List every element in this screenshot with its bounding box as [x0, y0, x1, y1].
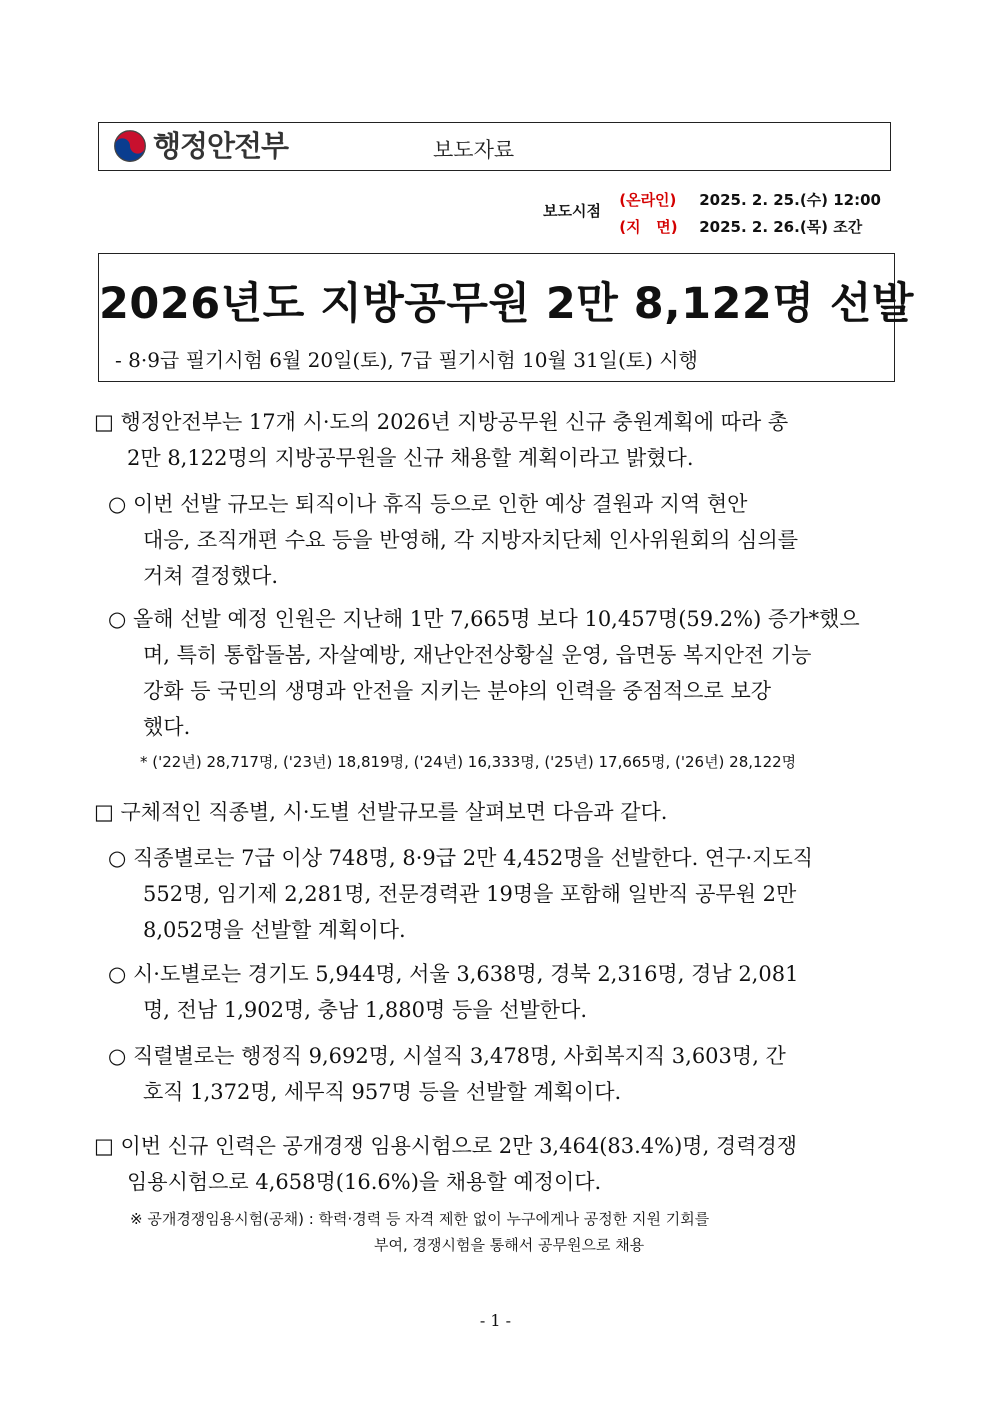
- bullet-1-line-2: 대응, 조직개편 수요 등을 반영해, 각 지방자치단체 인사위원회의 심의를: [143, 528, 799, 552]
- section-1-line-1: □ 행정안전부는 17개 시·도의 2026년 지방공무원 신규 충원계획에 따라 총: [94, 410, 789, 434]
- section-1-line-2: 2만 8,122명의 지방공무원을 신규 채용할 계획이라고 밝혔다.: [127, 446, 694, 470]
- page-number: - 1 -: [479, 1311, 512, 1330]
- bullet-3-line-2: 552명, 임기제 2,281명, 전문경력관 19명을 포함해 일반직 공무원 2만: [143, 882, 797, 906]
- headline-title: 2026년도 지방공무원 2만 8,122명 선발: [99, 279, 914, 329]
- section-2-line-1: □ 구체적인 직종별, 시·도별 선발규모를 살펴보면 다음과 같다.: [94, 800, 668, 824]
- release-time-label: 보도시점: [543, 202, 601, 220]
- online-value: 2025. 2. 25.(수) 12:00: [699, 191, 881, 209]
- ministry-name: 행정안전부: [153, 129, 289, 163]
- bullet-1: [108, 486, 798, 594]
- bullet-4: [108, 956, 798, 1028]
- bullet-2-line-4: 했다.: [143, 715, 191, 739]
- release-online-row: [619, 186, 881, 213]
- bullet-4-line-2: 명, 전남 1,902명, 충남 1,880명 등을 선발한다.: [143, 998, 588, 1022]
- note-line-2: 부여, 경쟁시험을 통해서 공무원으로 채용: [374, 1236, 645, 1254]
- bullet-2: [108, 601, 860, 745]
- release-print-row: [619, 213, 881, 240]
- section-1: [94, 404, 788, 476]
- bullet-3-line-1: ○ 직종별로는 7급 이상 748명, 8·9급 2만 4,452명을 선발한다. 연구·지도직: [108, 846, 814, 870]
- section-3-line-1: □ 이번 신규 인력은 공개경쟁 임용시험으로 2만 3,464(83.4%)명, 경력경쟁: [94, 1134, 798, 1158]
- bullet-5: [108, 1038, 786, 1110]
- section-3: [94, 1128, 797, 1200]
- ministry-logo: [113, 129, 288, 163]
- section-3-line-2: 임용시험으로 4,658명(16.6%)을 채용할 예정이다.: [127, 1170, 602, 1194]
- bullet-4-line-1: ○ 시·도별로는 경기도 5,944명, 서울 3,638명, 경북 2,316명, 경남 2,081: [108, 962, 799, 986]
- bullet-3-line-3: 8,052명을 선발할 계획이다.: [143, 918, 406, 942]
- bullet-1-line-3: 거쳐 결정했다.: [143, 564, 279, 588]
- bullet-1-line-1: ○ 이번 선발 규모는 퇴직이나 휴직 등으로 인한 예상 결원과 지역 현안: [108, 492, 748, 516]
- bullet-2-line-2: 며, 특히 통합돌봄, 자살예방, 재난안전상황실 운영, 읍면동 복지안전 기능: [143, 643, 812, 667]
- note-open-competition: [130, 1206, 709, 1258]
- headline-box: [98, 253, 914, 382]
- print-tag: (지 면): [619, 218, 678, 236]
- online-tag: (온라인): [619, 191, 677, 209]
- bullet-2-line-1: ○ 올해 선발 예정 인원은 지난해 1만 7,665명 보다 10,457명(59.2%) 증가*했으: [108, 607, 860, 631]
- bullet-5-line-2: 호직 1,372명, 세무직 957명 등을 선발할 계획이다.: [143, 1080, 622, 1104]
- header-box: [98, 122, 891, 171]
- bullet-3: [108, 840, 813, 948]
- bullet-5-line-1: ○ 직렬별로는 행정직 9,692명, 시설직 3,478명, 사회복지직 3,603명, 간: [108, 1044, 786, 1068]
- doc-type-label: 보도자료: [433, 138, 515, 162]
- footnote-history: * ('22년) 28,717명, ('23년) 18,819명, ('24년) 16,333명, ('25년) 17,665명, ('26년) 28,122명: [140, 753, 797, 771]
- release-time: [543, 186, 881, 240]
- bullet-2-line-3: 강화 등 국민의 생명과 안전을 지키는 분야의 인력을 중점적으로 보강: [143, 679, 772, 703]
- headline-subtitle: - 8·9급 필기시험 6월 20일(토), 7급 필기시험 10월 31일(토) 시행: [115, 348, 698, 372]
- note-line-1: ※ 공개경쟁임용시험(공채) : 학력·경력 등 자격 제한 없이 누구에게나 공정한 지원 기회를: [130, 1210, 710, 1228]
- print-value: 2025. 2. 26.(목) 조간: [699, 218, 863, 236]
- taegeuk-emblem-icon: [113, 129, 147, 163]
- section-2: [94, 794, 667, 830]
